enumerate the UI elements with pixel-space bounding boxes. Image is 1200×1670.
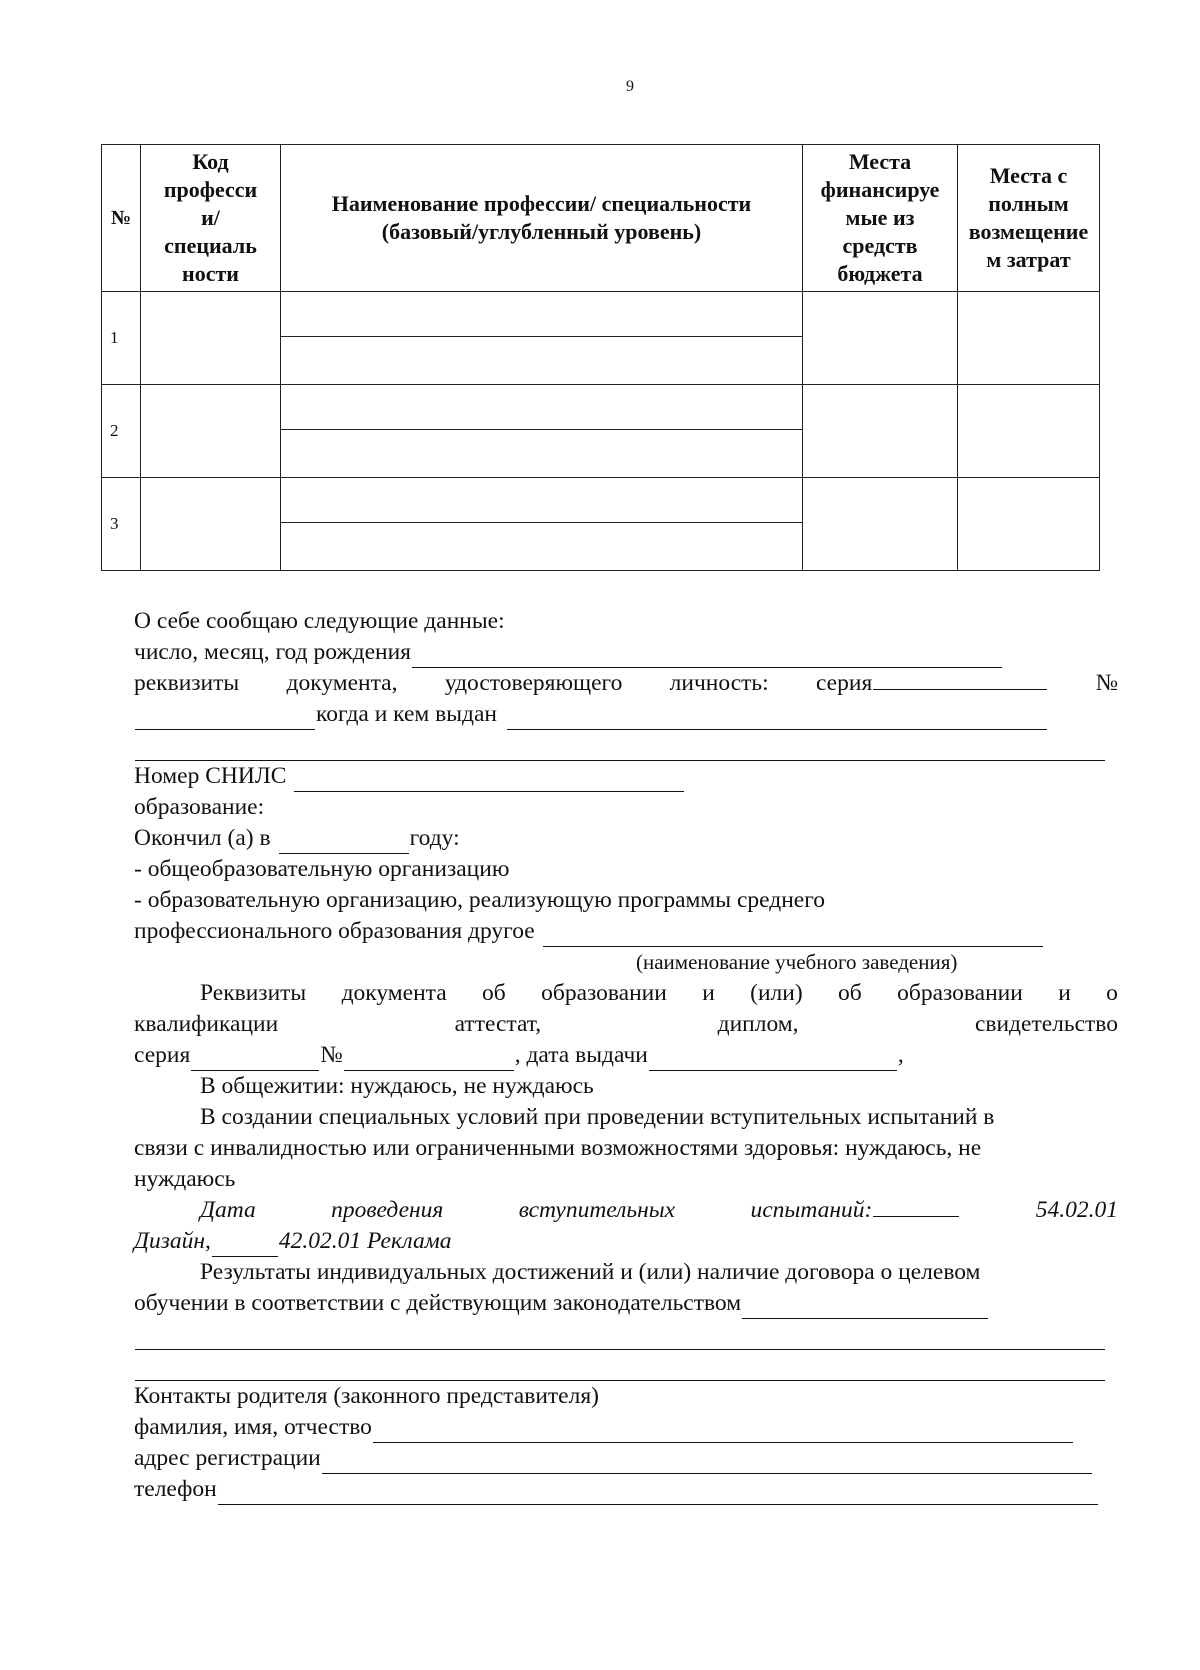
achievements-line-3 [134, 1319, 1118, 1350]
word: реквизиты [134, 670, 240, 696]
budget-cell[interactable] [803, 292, 958, 385]
institution-caption: (наименование учебного заведения) [636, 950, 958, 974]
word: аттестат, [454, 1011, 542, 1037]
snils-label: Номер СНИЛС [134, 763, 287, 789]
word: документа [341, 980, 447, 1006]
table-row [102, 292, 1100, 385]
code-cell[interactable] [141, 385, 281, 478]
word: Дата [200, 1197, 256, 1223]
word: и [702, 980, 715, 1006]
parent-address-label: адрес регистрации [134, 1445, 321, 1471]
edu-doc-series-line [134, 1040, 1118, 1071]
header-paid-line: возмещение [968, 219, 1089, 244]
birth-label: число, месяц, год рождения [134, 639, 411, 665]
issue-date-label: , дата выдачи [514, 1042, 648, 1068]
header-name-line: Наименование профессии/ специальности [331, 191, 752, 216]
word: квалификации [134, 1011, 279, 1037]
education-line [134, 792, 1118, 823]
row-number: 3 [102, 478, 141, 571]
table-row [102, 478, 1100, 571]
word: проведения [331, 1197, 444, 1223]
exam-line-1 [134, 1195, 1118, 1226]
cell-divider [281, 522, 802, 523]
code-cell[interactable] [141, 292, 281, 385]
edu-doc-line-2 [134, 1009, 1118, 1040]
graduation-year-field[interactable] [279, 831, 409, 854]
special-line-1 [134, 1102, 1118, 1133]
word: и [1058, 980, 1071, 1006]
header-budget-line: бюджета [837, 261, 923, 286]
word: диплом, [717, 1011, 799, 1037]
dorm-line [134, 1071, 1118, 1102]
page-number: 9 [626, 78, 634, 95]
exam-label: испытаний: [750, 1197, 873, 1223]
header-budget-line: финансируе [820, 177, 940, 202]
word: об [482, 980, 506, 1006]
budget-cell[interactable] [803, 478, 958, 571]
header-budget-places [803, 145, 958, 292]
header-budget-line: мые из [845, 205, 915, 230]
header-budget-line: Места [848, 149, 912, 174]
option-general: - общеобразовательную организацию [134, 856, 510, 882]
spec-advert: 42.02.01 Реклама [278, 1228, 452, 1254]
word: вступительных [518, 1197, 676, 1223]
special-text: В создании специальных условий при проведении вступительных испытаний в [200, 1104, 995, 1130]
row-number: 2 [102, 385, 141, 478]
word: Реквизиты [200, 980, 307, 1006]
option-general-line [134, 854, 1118, 885]
word: личность: [669, 670, 769, 696]
achievements-field-continuation[interactable] [135, 1327, 1105, 1350]
parent-fio-label: фамилия, имя, отчество [134, 1414, 372, 1440]
option-spo-line [134, 885, 1118, 916]
achievements-field-continuation[interactable] [135, 1358, 1105, 1381]
institution-name-field[interactable] [543, 924, 1043, 947]
header-paid-places [958, 145, 1100, 292]
parent-address-field[interactable] [322, 1451, 1092, 1474]
header-name-line: (базовый/углубленный уровень) [381, 219, 702, 244]
option-other-line [134, 916, 1118, 947]
word: о [1106, 980, 1118, 1006]
paid-cell[interactable] [958, 292, 1100, 385]
achievements-line-1 [134, 1257, 1118, 1288]
profession-name-cell[interactable] [281, 385, 803, 478]
education-label: образование: [134, 794, 265, 820]
achievements-text: обучении в соответствии с действующим законодательством [134, 1290, 742, 1316]
word: свидетельство [974, 1011, 1118, 1037]
header-code-line: и/ [201, 205, 220, 230]
header-code [141, 145, 281, 292]
header-code-line: професси [163, 177, 258, 202]
exam-date-design-field[interactable] [873, 1194, 959, 1217]
edu-doc-date-field[interactable] [649, 1048, 897, 1071]
word: удостоверяющего [444, 670, 623, 696]
intro-line [134, 606, 1118, 637]
series-label: серия [815, 670, 873, 696]
parent-address-line [134, 1443, 1118, 1474]
exam-date-advert-field[interactable] [212, 1234, 278, 1257]
header-number: № [102, 145, 141, 292]
finished-line [134, 823, 1118, 854]
finished-label: Окончил (а) в [134, 825, 271, 851]
trailing-comma: , [897, 1042, 904, 1068]
achievements-line-4 [134, 1350, 1118, 1381]
profession-name-cell[interactable] [281, 292, 803, 385]
word: образовании [541, 980, 667, 1006]
word: об [838, 980, 862, 1006]
series-label: серия [134, 1042, 191, 1068]
cell-divider [281, 429, 802, 430]
institution-caption-line [134, 947, 1118, 978]
budget-cell[interactable] [803, 385, 958, 478]
id-document-line [134, 668, 1118, 699]
paid-cell[interactable] [958, 478, 1100, 571]
finished-suffix: году: [409, 825, 460, 851]
id-number-field[interactable] [135, 707, 315, 730]
parent-phone-label: телефон [134, 1476, 217, 1502]
header-code-line: ности [182, 261, 239, 286]
paid-cell[interactable] [958, 385, 1100, 478]
issued-label: когда и кем выдан [316, 701, 498, 727]
parent-title-line [134, 1381, 1118, 1412]
birth-date-field[interactable] [412, 645, 1002, 668]
spec-code: 54.02.01 [1035, 1197, 1118, 1223]
header-paid-line: м затрат [986, 247, 1071, 272]
intro-text: О себе сообщаю следующие данные: [134, 608, 505, 634]
special-line-3 [134, 1164, 1118, 1195]
parent-phone-field[interactable] [218, 1482, 1098, 1505]
dorm-text: В общежитии: нуждаюсь, не нуждаюсь [200, 1073, 594, 1099]
spec-design: Дизайн, [134, 1228, 211, 1254]
issued-line [134, 699, 1118, 730]
number-sign: № [320, 1042, 343, 1068]
cell-divider [281, 336, 802, 337]
table-row [102, 385, 1100, 478]
id-series-field[interactable] [873, 667, 1047, 690]
parent-fio-field[interactable] [373, 1420, 1073, 1443]
professions-table [101, 144, 1100, 571]
issued-by-field-continuation[interactable] [135, 738, 1105, 761]
applicant-form [134, 606, 1118, 1505]
code-cell[interactable] [141, 478, 281, 571]
exam-line-2 [134, 1226, 1118, 1257]
header-paid-line: Места с [989, 163, 1068, 188]
birth-line [134, 637, 1118, 668]
edu-doc-series-field[interactable] [191, 1048, 319, 1071]
header-code-line: специаль [164, 233, 257, 258]
table-header-row [102, 145, 1100, 292]
parent-phone-line [134, 1474, 1118, 1505]
header-budget-line: средств [842, 233, 918, 258]
special-text: связи с инвалидностью или ограниченными возможностями здоровья: нуждаюсь, не [134, 1135, 982, 1161]
special-text: нуждаюсь [134, 1166, 236, 1192]
word: документа, [286, 670, 398, 696]
achievements-text: Результаты индивидуальных достижений и (или) наличие договора о целевом [200, 1259, 981, 1285]
parent-title: Контакты родителя (законного представителя) [134, 1383, 599, 1409]
number-sign: № [1095, 670, 1118, 696]
achievements-line-2 [134, 1288, 1118, 1319]
special-line-2 [134, 1133, 1118, 1164]
header-code-line: Код [192, 149, 229, 174]
snils-line [134, 761, 1118, 792]
option-spo-cont: профессионального образования другое [134, 918, 535, 944]
edu-doc-line-1 [134, 978, 1118, 1009]
snils-field[interactable] [294, 769, 684, 792]
parent-fio-line [134, 1412, 1118, 1443]
word: образовании [897, 980, 1023, 1006]
edu-doc-number-field[interactable] [344, 1048, 514, 1071]
header-paid-line: полным [988, 191, 1069, 216]
word: (или) [750, 980, 803, 1006]
header-profession-name [281, 145, 803, 292]
option-spo: - образовательную организацию, реализующую программы среднего [134, 887, 826, 913]
row-number: 1 [102, 292, 141, 385]
achievements-field[interactable] [742, 1296, 988, 1319]
issued-continuation-line [134, 730, 1118, 761]
issued-by-field[interactable] [507, 707, 1047, 730]
profession-name-cell[interactable] [281, 478, 803, 571]
